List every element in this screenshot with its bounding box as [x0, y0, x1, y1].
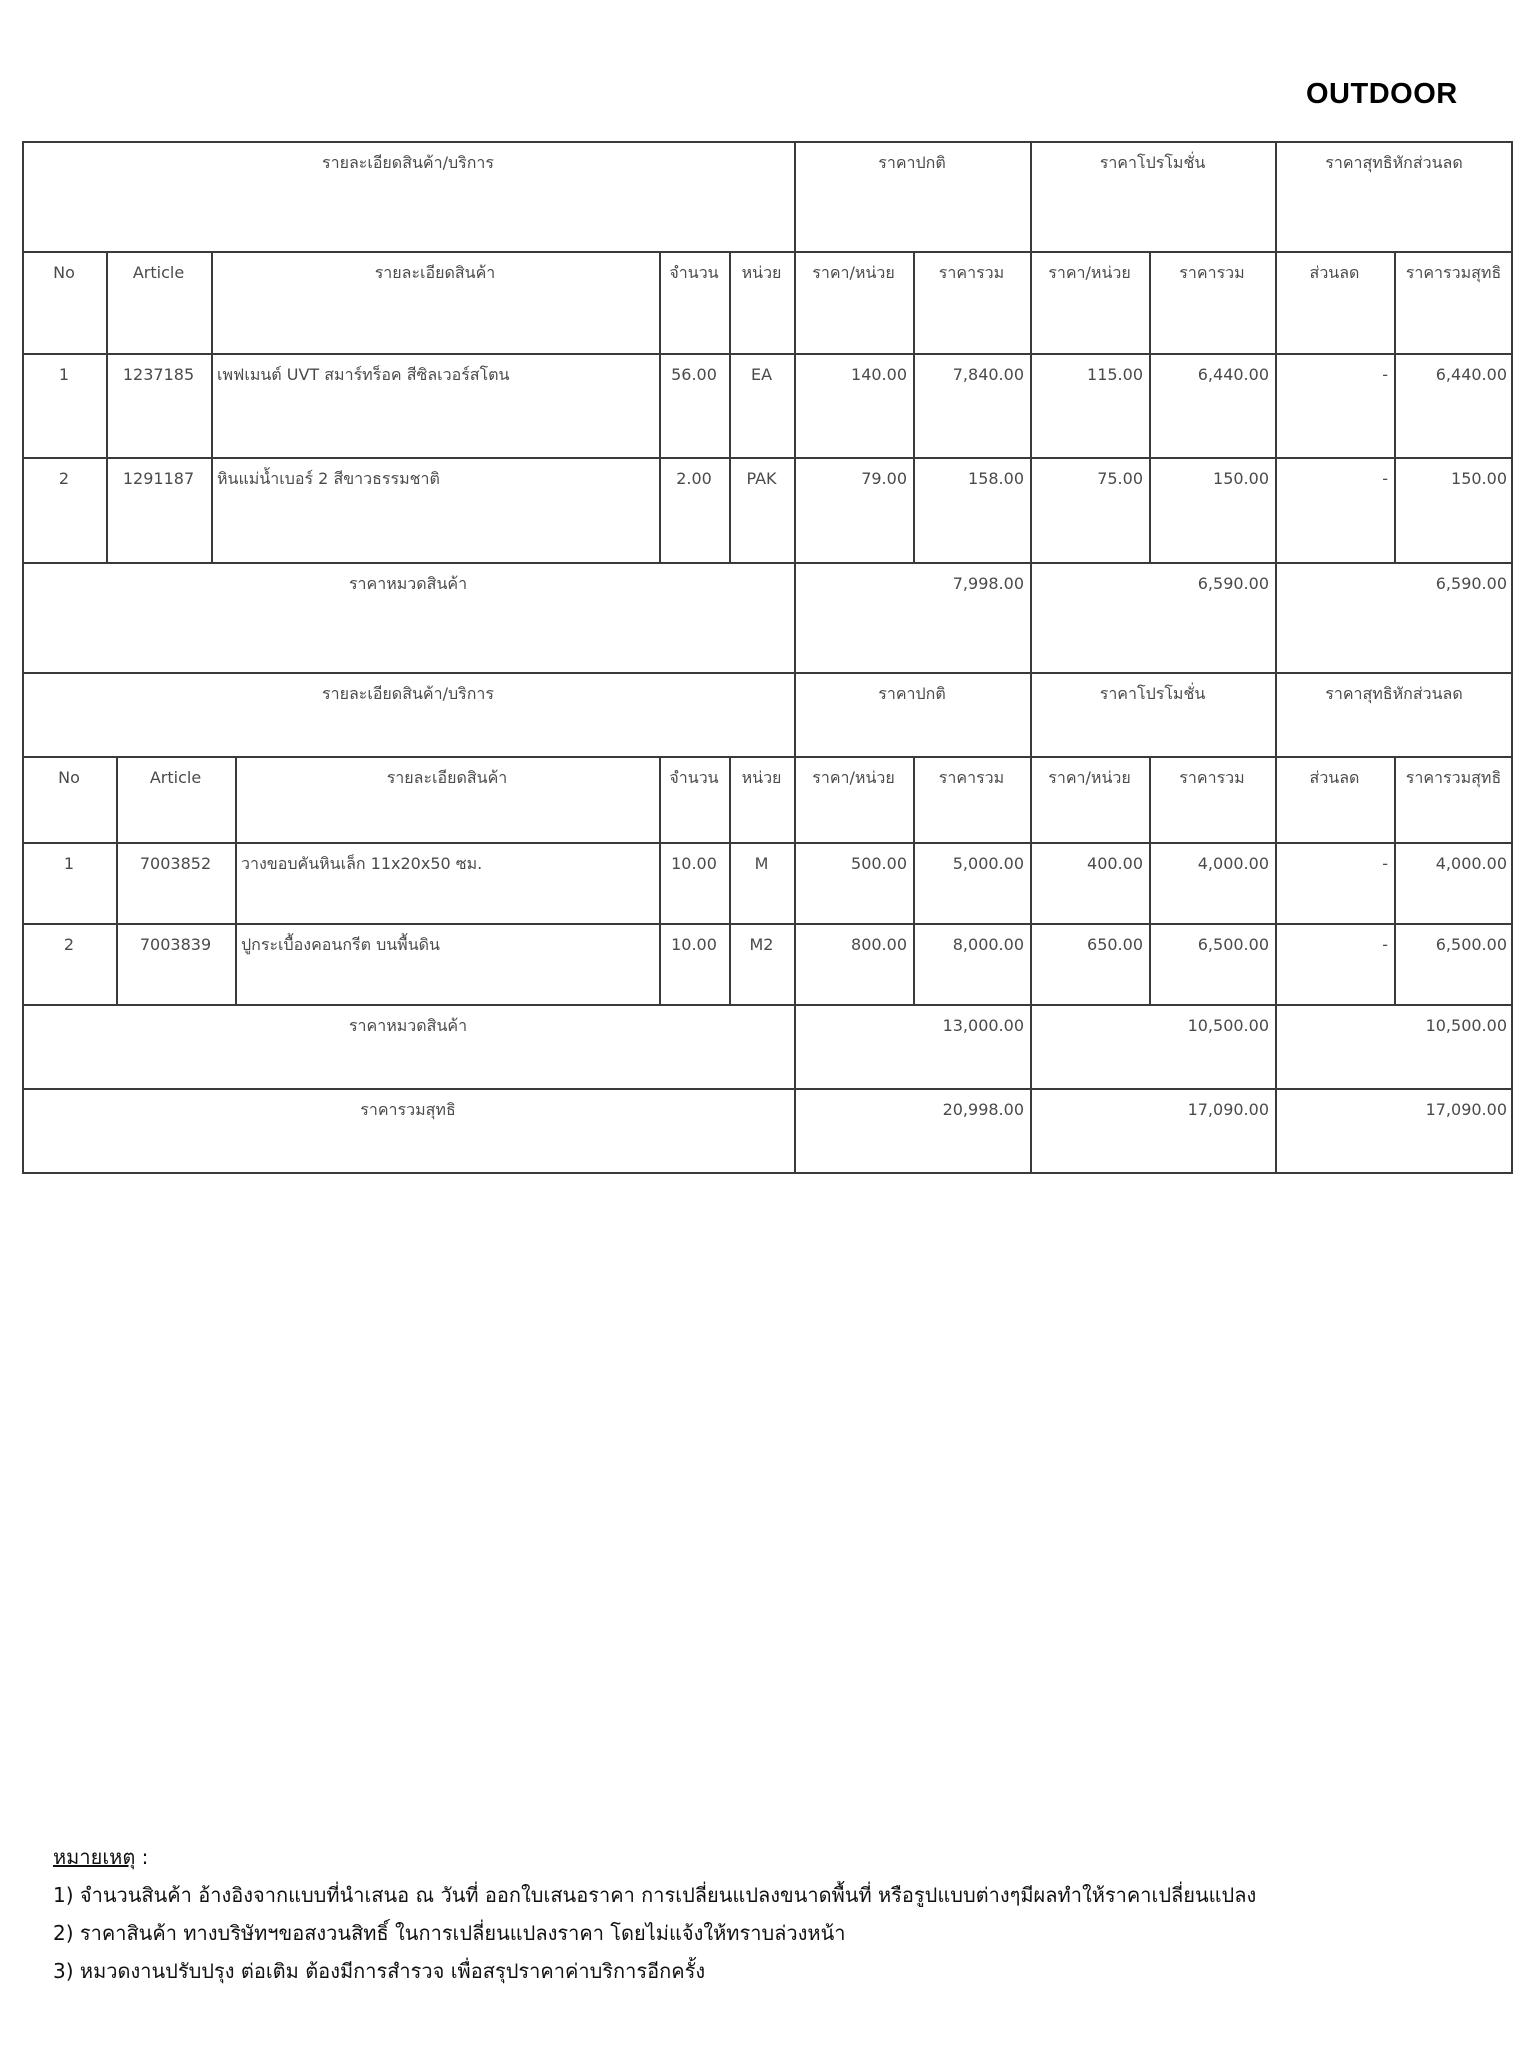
item-no: 1 — [58, 365, 70, 384]
grand-total-net: 17,090.00 — [1425, 1100, 1507, 1119]
remarks-colon: : — [135, 1845, 149, 1869]
col-promo-total: ราคารวม — [1179, 263, 1245, 282]
table-row — [22, 353, 1513, 457]
subtotal-net: 10,500.00 — [1425, 1016, 1507, 1035]
regular-price-header: ราคาปกติ — [878, 684, 946, 703]
item-qty: 10.00 — [671, 854, 717, 873]
item-discount: - — [1382, 365, 1388, 384]
grand-total-regular: 20,998.00 — [942, 1100, 1024, 1119]
item-regular-unit-price: 500.00 — [851, 854, 907, 873]
table-row — [22, 842, 1513, 923]
col-description: รายละเอียดสินค้า — [374, 263, 496, 282]
item-regular-unit-price: 79.00 — [861, 469, 907, 488]
item-regular-total: 8,000.00 — [952, 935, 1024, 954]
column-header-row — [22, 251, 1513, 353]
remarks-title: หมายเหตุ — [53, 1845, 136, 1869]
remarks-section — [53, 1838, 1493, 1990]
item-no: 2 — [58, 469, 70, 488]
promo-price-header: ราคาโปรโมชั่น — [1099, 153, 1206, 172]
col-regular-total: ราคารวม — [938, 768, 1005, 787]
table-row — [22, 923, 1513, 1004]
grand-total-promo: 17,090.00 — [1187, 1100, 1269, 1119]
details-header: รายละเอียดสินค้า/บริการ — [322, 684, 494, 703]
col-discount: ส่วนลด — [1309, 768, 1360, 787]
col-article: Article — [132, 263, 185, 282]
grand-total-label: ราคารวมสุทธิ — [360, 1100, 456, 1119]
remark-line: 3) หมวดงานปรับปรุง ต่อเติม ต้องมีการสำรวจ เพื่อสรุปราคาค่าบริการอีกครั้ง — [53, 1959, 706, 1983]
col-discount: ส่วนลด — [1309, 263, 1360, 282]
item-net-total: 150.00 — [1451, 469, 1507, 488]
grand-total-row — [22, 1088, 1513, 1174]
item-qty: 2.00 — [676, 469, 712, 488]
subtotal-regular: 13,000.00 — [942, 1016, 1024, 1035]
item-description: เพฟเมนต์ UVT สมาร์ทร็อค สีซิลเวอร์สโตน — [217, 365, 510, 384]
promo-price-header: ราคาโปรโมชั่น — [1099, 684, 1206, 703]
item-net-total: 6,440.00 — [1435, 365, 1507, 384]
item-promo-total: 6,440.00 — [1197, 365, 1269, 384]
item-no: 1 — [63, 854, 75, 873]
item-description: ปูกระเบื้องคอนกรีต บนพื้นดิน — [241, 935, 440, 954]
table-row — [22, 457, 1513, 562]
col-description: รายละเอียดสินค้า — [386, 768, 508, 787]
subtotal-label: ราคาหมวดสินค้า — [348, 1016, 468, 1035]
subtotal-row-1 — [22, 562, 1513, 674]
item-promo-unit-price: 400.00 — [1087, 854, 1143, 873]
item-unit: M2 — [749, 935, 774, 954]
item-regular-total: 158.00 — [968, 469, 1024, 488]
item-unit: PAK — [746, 469, 777, 488]
net-price-header: ราคาสุทธิหักส่วนลด — [1325, 153, 1463, 172]
item-promo-unit-price: 115.00 — [1087, 365, 1143, 384]
page-heading: OUTDOOR — [1306, 78, 1458, 110]
item-article: 1291187 — [122, 469, 195, 488]
item-discount: - — [1382, 854, 1388, 873]
item-article: 7003852 — [139, 854, 212, 873]
item-regular-total: 5,000.00 — [952, 854, 1024, 873]
item-description: หินแม่น้ำเบอร์ 2 สีขาวธรรมชาติ — [217, 469, 440, 488]
col-promo-unit-price: ราคา/หน่วย — [1048, 263, 1131, 282]
item-promo-total: 6,500.00 — [1197, 935, 1269, 954]
col-regular-unit-price: ราคา/หน่วย — [812, 768, 895, 787]
col-promo-total: ราคารวม — [1179, 768, 1245, 787]
col-qty: จำนวน — [669, 768, 719, 787]
item-promo-unit-price: 75.00 — [1097, 469, 1143, 488]
item-regular-unit-price: 800.00 — [851, 935, 907, 954]
col-regular-unit-price: ราคา/หน่วย — [812, 263, 895, 282]
col-no: No — [58, 768, 80, 787]
subtotal-promo: 6,590.00 — [1197, 574, 1269, 593]
subtotal-regular: 7,998.00 — [952, 574, 1024, 593]
remark-line: 2) ราคาสินค้า ทางบริษัทฯขอสงวนสิทธิ์ ในการเปลี่ยนแปลงราคา โดยไม่แจ้งให้ทราบล่วงหน้า — [53, 1921, 846, 1945]
subtotal-net: 6,590.00 — [1435, 574, 1507, 593]
item-regular-total: 7,840.00 — [952, 365, 1024, 384]
section-header-row — [22, 672, 1513, 756]
regular-price-header: ราคาปกติ — [878, 153, 946, 172]
subtotal-promo: 10,500.00 — [1187, 1016, 1269, 1035]
item-promo-unit-price: 650.00 — [1087, 935, 1143, 954]
col-regular-total: ราคารวม — [938, 263, 1005, 282]
col-unit: หน่วย — [741, 768, 782, 787]
item-description: วางขอบคันหินเล็ก 11x20x50 ซม. — [241, 854, 483, 873]
item-net-total: 4,000.00 — [1435, 854, 1507, 873]
col-net-total: ราคารวมสุทธิ — [1405, 768, 1502, 787]
item-regular-unit-price: 140.00 — [851, 365, 907, 384]
product-group-2 — [22, 672, 1513, 1006]
col-article: Article — [149, 768, 202, 787]
item-no: 2 — [63, 935, 75, 954]
item-discount: - — [1382, 935, 1388, 954]
remark-line: 1) จำนวนสินค้า อ้างอิงจากแบบที่นำเสนอ ณ วันที่ ออกใบเสนอราคา การเปลี่ยนแปลงขนาดพื้นที่ หรือรูปแบบต่างๆมีผลทำให้ราคาเปลี่ยนแปลง — [53, 1883, 1257, 1907]
item-article: 1237185 — [122, 365, 195, 384]
item-promo-total: 150.00 — [1213, 469, 1269, 488]
item-qty: 10.00 — [671, 935, 717, 954]
remarks-heading — [53, 1838, 1493, 1876]
details-header: รายละเอียดสินค้า/บริการ — [322, 153, 494, 172]
subtotal-row-2 — [22, 1004, 1513, 1090]
col-promo-unit-price: ราคา/หน่วย — [1048, 768, 1131, 787]
item-discount: - — [1382, 469, 1388, 488]
product-group-1 — [22, 141, 1513, 564]
item-qty: 56.00 — [671, 365, 717, 384]
item-unit: EA — [750, 365, 773, 384]
item-net-total: 6,500.00 — [1435, 935, 1507, 954]
col-no: No — [53, 263, 75, 282]
subtotal-label: ราคาหมวดสินค้า — [348, 574, 468, 593]
net-price-header: ราคาสุทธิหักส่วนลด — [1325, 684, 1463, 703]
section-header-row — [22, 141, 1513, 251]
item-article: 7003839 — [139, 935, 212, 954]
item-promo-total: 4,000.00 — [1197, 854, 1269, 873]
col-unit: หน่วย — [741, 263, 782, 282]
col-qty: จำนวน — [669, 263, 719, 282]
col-net-total: ราคารวมสุทธิ — [1405, 263, 1502, 282]
column-header-row — [22, 756, 1513, 842]
item-unit: M — [754, 854, 769, 873]
